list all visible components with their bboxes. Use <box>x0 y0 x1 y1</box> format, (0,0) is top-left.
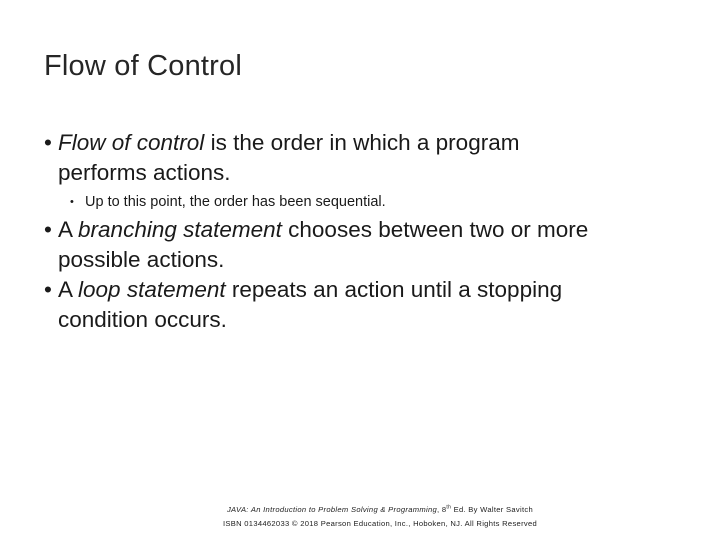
footer-edition-suffix: th <box>446 504 452 511</box>
bullet-prefix: A <box>58 217 79 242</box>
bullet-text: chooses between two or more <box>281 217 589 242</box>
slide-footer <box>0 503 720 531</box>
bullet-prefix: A <box>58 277 79 302</box>
footer-citation: JAVA: An Introduction to Problem Solving & Programming, 8th Ed. By Walter Savitch <box>226 504 534 514</box>
bullet-text-continued: performs actions. <box>58 160 231 185</box>
bullet-text-continued: possible actions. <box>58 247 225 272</box>
bullet-text-continued: condition occurs. <box>58 307 227 332</box>
footer-book-title: JAVA: An Introduction to Problem Solving & Programming <box>226 505 438 514</box>
bullet-marker: • <box>44 130 52 155</box>
bullet-text: is the order in which a program <box>204 130 520 155</box>
footer-edition-number: 8 <box>441 505 447 514</box>
bullet-loop-statement <box>44 275 694 335</box>
sub-bullet-marker: • <box>70 196 74 208</box>
bullet-marker: • <box>44 277 52 302</box>
bullet-branching-statement <box>44 215 694 275</box>
term-flow-of-control: Flow of control <box>58 130 205 155</box>
footer-author: Ed. By Walter Savitch <box>451 505 534 514</box>
bullet-marker: • <box>44 217 52 242</box>
term-loop-statement: loop statement <box>78 277 226 302</box>
slide-title: Flow of Control <box>44 50 243 82</box>
bullet-text: repeats an action until a stopping <box>225 277 563 302</box>
slide-body <box>44 128 694 335</box>
sub-bullet-sequential <box>44 191 694 213</box>
bullet-flow-of-control <box>44 128 694 188</box>
term-branching-statement: branching statement <box>78 217 282 242</box>
footer-copyright: ISBN 0134462033 © 2018 Pearson Education, Inc., Hoboken, NJ. All Rights Reserved <box>222 519 538 528</box>
sub-bullet-text: Up to this point, the order has been sequential. <box>85 194 386 210</box>
